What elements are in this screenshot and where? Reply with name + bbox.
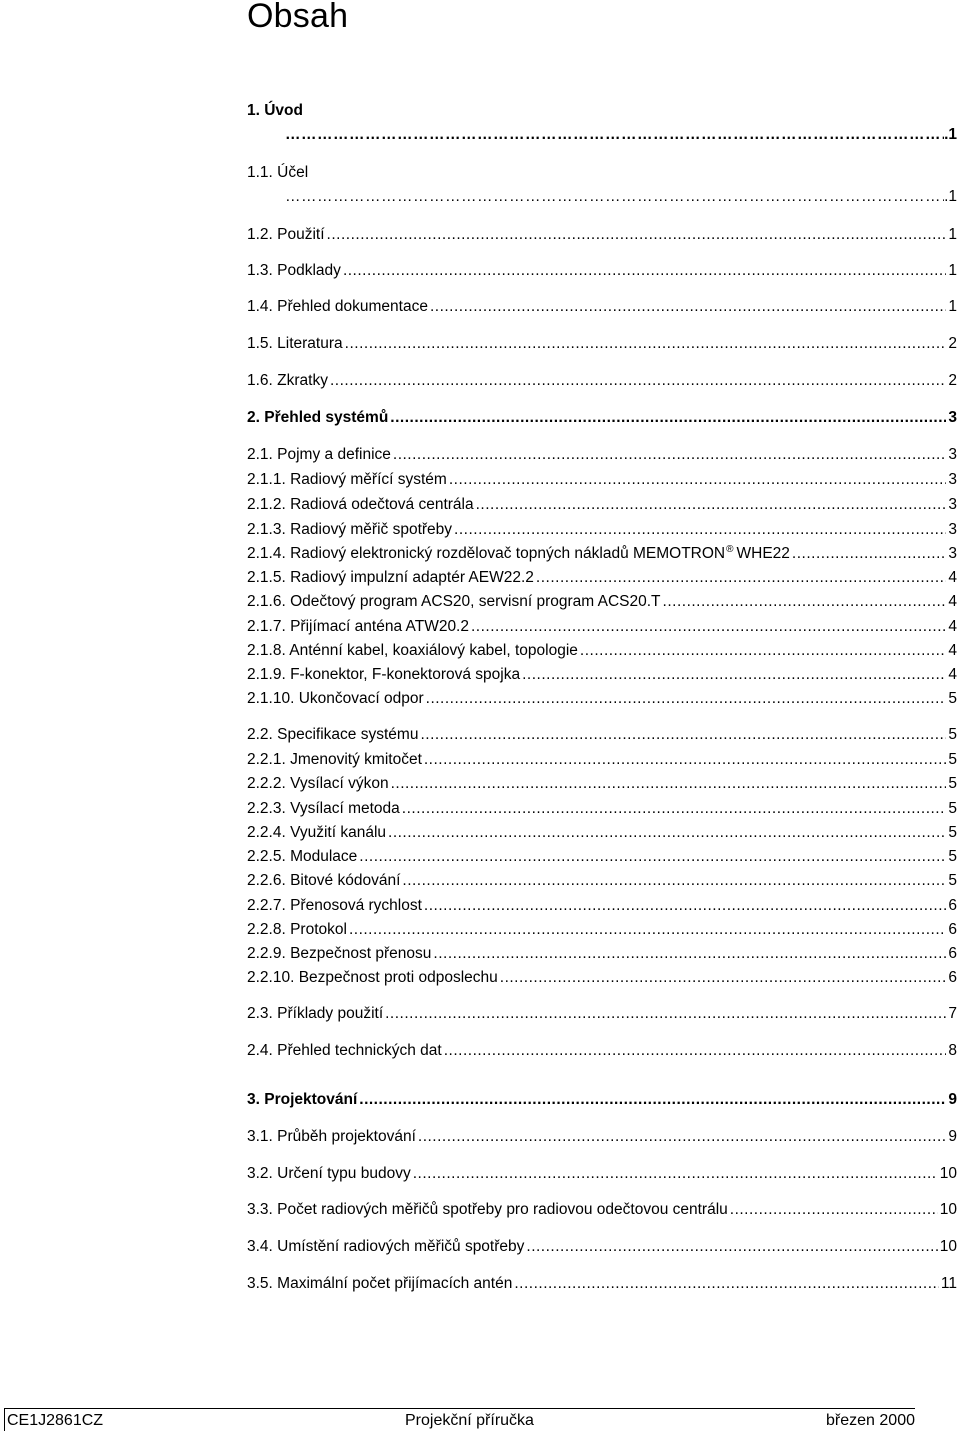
- toc-entry-page: 1: [948, 298, 957, 315]
- toc-entry-page: 5: [948, 726, 957, 743]
- dot-leader: [476, 494, 947, 516]
- toc-entry-label: 1.6. Zkratky: [247, 372, 328, 389]
- toc-entry-3[interactable]: [247, 1089, 957, 1111]
- toc-entry-3-4[interactable]: [247, 1236, 957, 1258]
- dot-leader: [663, 591, 947, 613]
- dot-leader: [390, 407, 946, 429]
- toc-entry-label: 2.2.3. Vysílací metoda: [247, 800, 400, 817]
- toc-entry-2-2-2[interactable]: [247, 773, 957, 795]
- toc-entry-label: 2.1. Pojmy a definice: [247, 446, 391, 463]
- dot-leader: [424, 895, 946, 917]
- toc-entry-label: 1.1. Účel: [247, 164, 309, 181]
- toc-entry-label: 2.2.5. Modulace: [247, 848, 358, 865]
- dot-leader: [424, 749, 947, 771]
- toc-entry-2-2-6[interactable]: [247, 870, 957, 892]
- toc-entry-label: 2.1.4. Radiový elektronický rozdělovač topných nákladů MEMOTRON® WHE22: [247, 543, 790, 562]
- dot-leader: [730, 1199, 938, 1221]
- toc-entry-2-1-4[interactable]: [247, 543, 957, 565]
- toc-entry-page: 6: [948, 945, 957, 962]
- toc-entry-2-2-7[interactable]: [247, 895, 957, 917]
- toc-entry-page: 5: [948, 751, 957, 768]
- dot-leader: [385, 1003, 946, 1025]
- toc-entry-label: 2.2.8. Protokol: [247, 921, 347, 938]
- toc-entry-2-1-10[interactable]: [247, 688, 957, 710]
- toc-entry-2-1[interactable]: [247, 444, 957, 466]
- toc-entry-page: 8: [948, 1042, 957, 1059]
- dot-leader: [522, 664, 946, 686]
- toc-entry-page: 10: [939, 1238, 957, 1255]
- toc-entry-page: 1: [948, 226, 957, 243]
- toc-entry-2-2-10[interactable]: [247, 967, 957, 989]
- toc-entry-label: 2.2.7. Přenosová rychlost: [247, 897, 422, 914]
- dot-leader: [471, 616, 946, 638]
- toc-entry-page: 3: [948, 446, 957, 463]
- document-title: Projekční příručka: [405, 1412, 534, 1429]
- dot-leader: [349, 919, 946, 941]
- toc-entry-label: 2.1.5. Radiový impulzní adaptér AEW22.2: [247, 569, 534, 586]
- toc-entry-label: 2.2.2. Vysílací výkon: [247, 775, 389, 792]
- toc-entry-2-2-9[interactable]: [247, 943, 957, 965]
- dot-leader: [420, 724, 946, 746]
- toc-entry-2-2[interactable]: [247, 724, 957, 746]
- registered-mark: ®: [726, 543, 734, 555]
- dot-leader: [402, 798, 947, 820]
- toc-entry-page: 2: [948, 372, 957, 389]
- toc-entry-page: 10: [939, 1165, 957, 1182]
- toc-entry-2-1-1[interactable]: [247, 469, 957, 491]
- dot-leader: [345, 333, 947, 355]
- toc-entry-label: 1.4. Přehled dokumentace: [247, 298, 428, 315]
- toc-entry-page: 4: [948, 666, 957, 683]
- toc-entry-3-5[interactable]: [247, 1273, 957, 1295]
- dot-leader: [444, 1040, 947, 1062]
- dot-leader: [430, 296, 946, 318]
- dot-leader: [526, 1236, 937, 1258]
- toc-entry-3-3[interactable]: [247, 1199, 957, 1221]
- toc-entry-label: 2.1.3. Radiový měřič spotřeby: [247, 521, 453, 538]
- toc-entry-3-1[interactable]: [247, 1126, 957, 1148]
- dot-leader: [580, 640, 946, 662]
- dot-leader: [327, 224, 947, 246]
- toc-entry-label: 3.5. Maximální počet přijímacích antén: [247, 1275, 513, 1292]
- toc-entry-page: 11: [940, 1275, 957, 1292]
- dot-leader: [514, 1273, 939, 1295]
- toc-entry-label: 3.4. Umístění radiových měřičů spotřeby: [247, 1238, 525, 1255]
- toc-entry-label: 2.2.1. Jmenovitý kmitočet: [247, 751, 422, 768]
- dot-leader: [500, 967, 947, 989]
- toc-entry-label: 3. Projektování: [247, 1091, 358, 1108]
- toc-entry-page: 3: [948, 496, 957, 513]
- dot-leader: [426, 688, 947, 710]
- toc-entry-1[interactable]: [247, 100, 957, 152]
- dot-leader: [285, 124, 944, 146]
- toc-entry-page: 6: [948, 897, 957, 914]
- toc-entry-label: 1.2. Použití: [247, 226, 325, 243]
- toc-entry-page: 1: [948, 262, 957, 279]
- toc-entry-page: 3: [948, 521, 957, 538]
- toc-entry-label: 2.2.10. Bezpečnost proti odposlechu: [247, 969, 498, 986]
- toc-entry-label: 2.1.9. F-konektor, F-konektorová spojka: [247, 666, 521, 683]
- toc-entry-page: 5: [948, 848, 957, 865]
- toc-entry-page: 4: [948, 642, 957, 659]
- toc-entry-page: 3: [948, 471, 957, 488]
- dot-leader: [343, 260, 946, 282]
- toc-entry-label: 2.1.8. Anténní kabel, koaxiálový kabel, topologie: [247, 642, 578, 659]
- toc-entry-2-2-1[interactable]: [247, 749, 957, 771]
- toc-entry-1-4[interactable]: [247, 296, 957, 318]
- toc-entry-label: 2.3. Příklady použití: [247, 1005, 384, 1022]
- toc-entry-2-1-8[interactable]: [247, 640, 957, 662]
- toc-entry-label: 1.5. Literatura: [247, 335, 343, 352]
- toc-entry-label: 1. Úvod: [247, 102, 303, 119]
- toc-entry-label: 2.1.2. Radiová odečtová centrála: [247, 496, 474, 513]
- toc-entry-label: 3.1. Průběh projektování: [247, 1128, 416, 1145]
- toc-entry-1-6[interactable]: [247, 370, 957, 392]
- dot-leader: [285, 186, 944, 208]
- toc-entry-label: 2.1.10. Ukončovací odpor: [247, 690, 424, 707]
- dot-leader: [536, 567, 946, 589]
- toc-entry-2-1-6[interactable]: [247, 591, 957, 613]
- toc-entry-page: 4: [948, 593, 957, 610]
- toc-entry-label: 2.2.9. Bezpečnost přenosu: [247, 945, 432, 962]
- toc-entry-1-3[interactable]: [247, 260, 957, 282]
- toc-entry-1-5[interactable]: [247, 333, 957, 355]
- toc-entry-2-4[interactable]: [247, 1040, 957, 1062]
- document-code: CE1J2861CZ: [7, 1412, 104, 1429]
- toc-entry-page: 2: [948, 335, 957, 352]
- toc-entry-label: 2.1.6. Odečtový program ACS20, servisní program ACS20.T: [247, 593, 661, 610]
- dot-leader: [433, 943, 946, 965]
- toc-entry-page: .1: [944, 188, 957, 205]
- toc-entry-2-2-3[interactable]: [247, 798, 957, 820]
- toc-entry-page: 10: [939, 1201, 957, 1218]
- toc-entry-2-1-3[interactable]: [247, 519, 957, 541]
- toc-entry-page: .1: [944, 126, 957, 143]
- dot-leader: [413, 1163, 938, 1185]
- toc-entry-page: 4: [948, 618, 957, 635]
- toc-entry-page: 3: [948, 545, 957, 562]
- toc-entry-page: 5: [948, 824, 957, 841]
- toc-entry-label: 2.4. Přehled technických dat: [247, 1042, 442, 1059]
- document-date: březen 2000: [826, 1412, 915, 1429]
- dot-leader: [792, 543, 946, 565]
- toc-entry-3-2[interactable]: [247, 1163, 957, 1185]
- toc-entry-label: 2.1.1. Radiový měřící systém: [247, 471, 447, 488]
- toc-entry-page: 5: [948, 872, 957, 889]
- toc-entry-page: 6: [948, 921, 957, 938]
- toc-entry-page: 7: [948, 1005, 957, 1022]
- page-title: Obsah: [247, 0, 349, 35]
- toc-entry-1-2[interactable]: [247, 224, 957, 246]
- toc-entry-page: 9: [948, 1091, 957, 1108]
- toc-entry-label: 2.2.4. Využití kanálu: [247, 824, 387, 841]
- toc-entry-page: 5: [948, 800, 957, 817]
- toc-entry-page: 6: [948, 969, 957, 986]
- toc-entry-2-2-4[interactable]: [247, 822, 957, 844]
- dot-leader: [359, 1089, 946, 1111]
- toc-entry-page: 4: [948, 569, 957, 586]
- toc-entry-2-1-5[interactable]: [247, 567, 957, 589]
- page-footer: [4, 1408, 915, 1431]
- dot-leader: [330, 370, 946, 392]
- dot-leader: [393, 444, 946, 466]
- toc-entry-page: 9: [948, 1128, 957, 1145]
- toc-entry-page: 3: [948, 409, 957, 426]
- toc-entry-2[interactable]: [247, 407, 957, 429]
- dot-leader: [359, 846, 946, 868]
- toc-entry-label: 2. Přehled systémů: [247, 409, 389, 426]
- toc-entry-2-1-2[interactable]: [247, 494, 957, 516]
- toc-entry-label: 2.2. Specifikace systému: [247, 726, 419, 743]
- toc-entry-page: 5: [948, 775, 957, 792]
- toc-entry-label: 3.2. Určení typu budovy: [247, 1165, 411, 1182]
- toc-entry-label: 3.3. Počet radiových měřičů spotřeby pro radiovou odečtovou centrálu: [247, 1201, 728, 1218]
- toc-entry-2-1-7[interactable]: [247, 616, 957, 638]
- toc-entry-2-2-5[interactable]: [247, 846, 957, 868]
- dot-leader: [449, 469, 947, 491]
- dot-leader: [402, 870, 946, 892]
- toc-entry-page: 5: [948, 690, 957, 707]
- dot-leader: [454, 519, 946, 541]
- toc-entry-2-2-8[interactable]: [247, 919, 957, 941]
- dot-leader: [388, 822, 946, 844]
- dot-leader: [391, 773, 947, 795]
- toc-entry-2-3[interactable]: [247, 1003, 957, 1025]
- toc-entry-1-1[interactable]: [247, 162, 957, 214]
- toc-entry-label: 1.3. Podklady: [247, 262, 341, 279]
- toc-entry-label: 2.1.7. Přijímací anténa ATW20.2: [247, 618, 469, 635]
- toc-entry-2-1-9[interactable]: [247, 664, 957, 686]
- toc-entry-label: 2.2.6. Bitové kódování: [247, 872, 401, 889]
- dot-leader: [418, 1126, 946, 1148]
